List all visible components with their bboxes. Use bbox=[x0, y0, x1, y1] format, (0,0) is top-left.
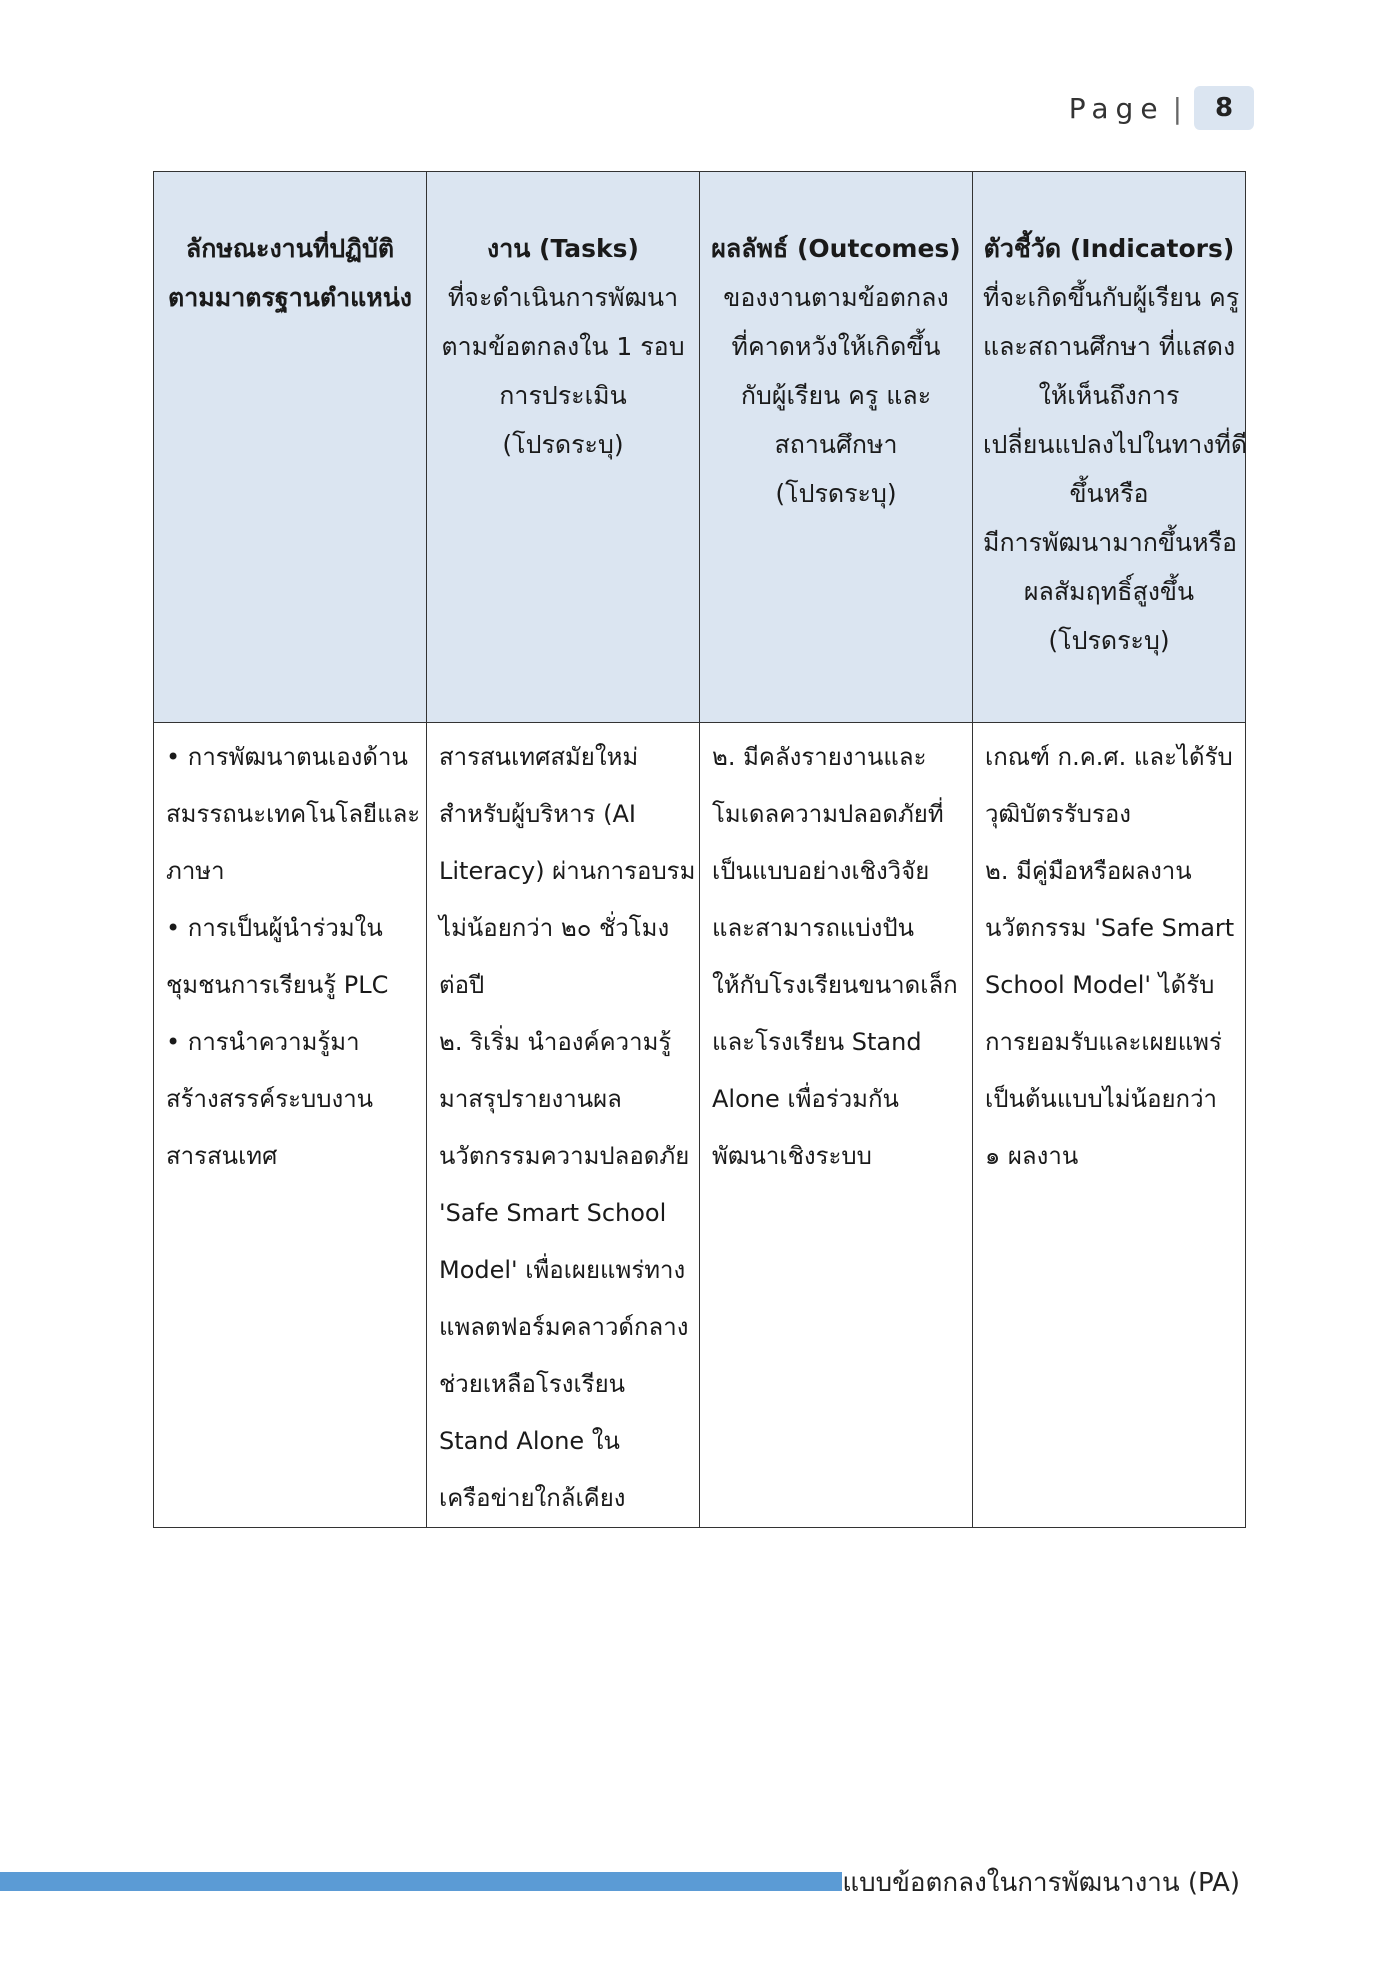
cell-line: ๒. มีคู่มือหรือผลงาน bbox=[985, 857, 1192, 885]
header-line: ผลสัมฤทธิ์สูงขึ้น bbox=[1023, 577, 1195, 606]
table-row bbox=[154, 723, 1246, 1528]
header-line: ตามมาตรฐานตำแหน่ง bbox=[167, 283, 413, 312]
header-line: และสถานศึกษา ที่แสดง bbox=[983, 332, 1236, 361]
header-line: (โปรดระบุ) bbox=[775, 479, 897, 508]
header-line: เปลี่ยนแปลงไปในทางที่ดี bbox=[983, 430, 1248, 459]
cell-job-characteristics bbox=[154, 723, 427, 1528]
cell-line: สำหรับผู้บริหาร (AI bbox=[439, 800, 636, 828]
header-line: ขึ้นหรือ bbox=[1069, 479, 1149, 508]
cell-line: ให้กับโรงเรียนขนาดเล็ก bbox=[712, 971, 958, 999]
cell-line: มาสรุปรายงานผล bbox=[439, 1085, 622, 1113]
table-header-row bbox=[154, 172, 1246, 723]
cell-line: และโรงเรียน Stand bbox=[712, 1028, 922, 1056]
pa-agreement-table bbox=[153, 171, 1246, 1528]
cell-line: ๑ ผลงาน bbox=[985, 1142, 1079, 1170]
header-line: ตัวชี้วัด (Indicators) bbox=[983, 234, 1235, 263]
cell-line: 'Safe Smart School bbox=[439, 1199, 667, 1227]
header-line: ลักษณะงานที่ปฏิบัติ bbox=[185, 234, 395, 263]
footer-title: แบบข้อตกลงในการพัฒนางาน (PA) bbox=[842, 1868, 1240, 1898]
header-indicators bbox=[973, 172, 1246, 723]
cell-line: นวัตกรรม 'Safe Smart bbox=[985, 914, 1235, 942]
cell-line: ๒. ริเริ่ม นำองค์ความรู้ bbox=[439, 1028, 672, 1056]
cell-outcomes bbox=[700, 723, 973, 1528]
cell-line: • การพัฒนาตนเองด้าน bbox=[166, 743, 408, 771]
header-line: ของงานตามข้อตกลง bbox=[723, 283, 949, 312]
footer-bar bbox=[0, 1872, 842, 1891]
cell-line: และสามารถแบ่งปัน bbox=[712, 914, 914, 942]
cell-line: สร้างสรรค์ระบบงาน bbox=[166, 1085, 374, 1113]
cell-line: • การเป็นผู้นำร่วมใน bbox=[166, 914, 383, 942]
cell-line: Alone เพื่อร่วมกัน bbox=[712, 1085, 899, 1113]
cell-line: สมรรถนะเทคโนโลยีและ bbox=[166, 800, 421, 828]
page-number: 8 bbox=[1194, 86, 1254, 130]
cell-line: พัฒนาเชิงระบบ bbox=[712, 1142, 872, 1170]
cell-line: ช่วยเหลือโรงเรียน bbox=[439, 1370, 626, 1398]
cell-line: เป็นแบบอย่างเชิงวิจัย bbox=[712, 857, 930, 885]
cell-indicators bbox=[973, 723, 1246, 1528]
header-line: มีการพัฒนามากขึ้นหรือ bbox=[983, 528, 1238, 557]
header-line: (โปรดระบุ) bbox=[1048, 626, 1170, 655]
cell-line: ชุมชนการเรียนรู้ PLC bbox=[166, 971, 389, 999]
header-line: ผลลัพธ์ (Outcomes) bbox=[711, 234, 961, 263]
header-line: การประเมิน bbox=[499, 381, 627, 410]
cell-line: การยอมรับและเผยแพร่ bbox=[985, 1028, 1222, 1056]
cell-line: เป็นต้นแบบไม่น้อยกว่า bbox=[985, 1085, 1218, 1113]
cell-line: นวัตกรรมความปลอดภัย bbox=[439, 1142, 690, 1170]
cell-line: เครือข่ายใกล้เคียง bbox=[439, 1484, 626, 1512]
cell-line: ไม่น้อยกว่า ๒๐ ชั่วโมง bbox=[439, 914, 670, 942]
cell-line: วุฒิบัตรรับรอง bbox=[985, 800, 1132, 828]
cell-line: • การนำความรู้มา bbox=[166, 1028, 360, 1056]
cell-line: เกณฑ์ ก.ค.ศ. และได้รับ bbox=[985, 743, 1233, 771]
header-line: งาน (Tasks) bbox=[487, 234, 639, 263]
header-line: สถานศึกษา bbox=[774, 430, 898, 459]
header-line: ให้เห็นถึงการ bbox=[1038, 381, 1180, 410]
header-line: ตามข้อตกลงใน 1 รอบ bbox=[441, 332, 685, 361]
cell-line: School Model' ได้รับ bbox=[985, 971, 1215, 999]
header-line: กับผู้เรียน ครู และ bbox=[740, 381, 932, 410]
cell-line: แพลตฟอร์มคลาวด์กลาง bbox=[439, 1313, 689, 1341]
cell-line: โมเดลความปลอดภัยที่ bbox=[712, 800, 944, 828]
cell-tasks bbox=[427, 723, 700, 1528]
page-header bbox=[1069, 86, 1254, 130]
header-line: ที่จะเกิดขึ้นกับผู้เรียน ครู bbox=[983, 283, 1240, 312]
cell-line: ๒. มีคลังรายงานและ bbox=[712, 743, 927, 771]
cell-line: Model' เพื่อเผยแพร่ทาง bbox=[439, 1256, 686, 1284]
cell-line: Stand Alone ใน bbox=[439, 1427, 620, 1455]
cell-line: สารสนเทศ bbox=[166, 1142, 278, 1170]
page-label: Page bbox=[1068, 91, 1165, 125]
header-line: ที่คาดหวังให้เกิดขึ้น bbox=[731, 332, 941, 361]
header-tasks bbox=[427, 172, 700, 723]
page-separator: | bbox=[1172, 91, 1182, 125]
cell-line: สารสนเทศสมัยใหม่ bbox=[439, 743, 639, 771]
header-job-characteristics bbox=[154, 172, 427, 723]
header-outcomes bbox=[700, 172, 973, 723]
cell-line: Literacy) ผ่านการอบรม bbox=[439, 857, 696, 885]
header-line: ที่จะดำเนินการพัฒนา bbox=[447, 283, 679, 312]
cell-line: ภาษา bbox=[166, 857, 225, 885]
header-line: (โปรดระบุ) bbox=[502, 430, 624, 459]
cell-line: ต่อปี bbox=[439, 971, 485, 999]
